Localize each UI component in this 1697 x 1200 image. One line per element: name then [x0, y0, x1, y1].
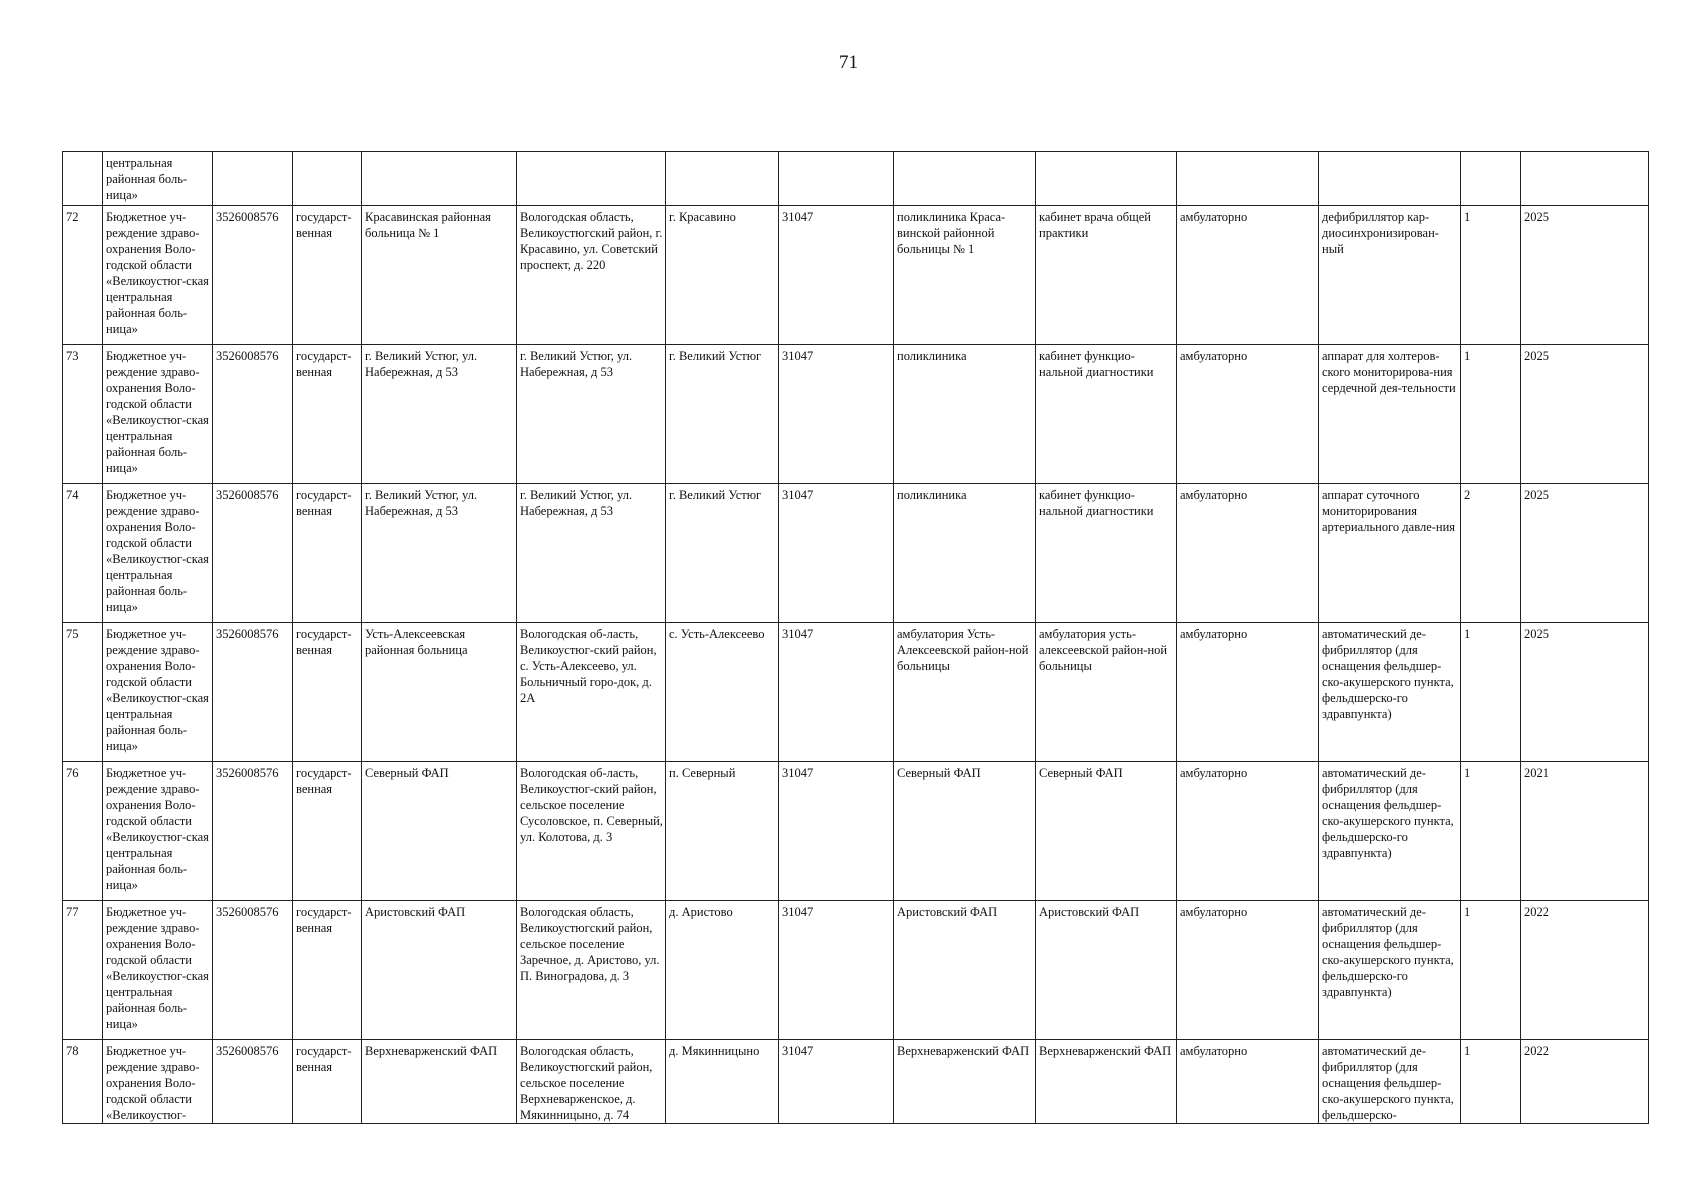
cell-year [1521, 152, 1649, 206]
cell-locality: г. Великий Устюг [666, 345, 779, 484]
cell-mode: амбулаторно [1177, 345, 1319, 484]
cell-subdivision: поликлиника [894, 345, 1036, 484]
cell-mode: амбулаторно [1177, 206, 1319, 345]
cell-address: Вологодская об-ласть, Великоустюг-ский район, сельское поселение Сусоловское, п. Северный, ул. Колотова, д. 3 [517, 762, 666, 901]
cell-form: государст-венная [293, 762, 362, 901]
cell-mode: амбулаторно [1177, 901, 1319, 1040]
table-row [63, 762, 1649, 901]
table-row [63, 1040, 1649, 1124]
cell-inn [213, 152, 293, 206]
cell-subdivision [894, 152, 1036, 206]
cell-address: г. Великий Устюг, ул. Набережная, д 53 [517, 484, 666, 623]
cell-form: государст-венная [293, 206, 362, 345]
cell-organization: Бюджетное уч-реждение здраво-охранения Воло-годской области «Великоустюг-ская центральная районная боль-ница» [103, 484, 213, 623]
cell-inn: 3526008576 [213, 901, 293, 1040]
cell-unit: Усть-Алексеевская районная больница [362, 623, 517, 762]
cell-qty: 1 [1461, 901, 1521, 1040]
cell-form: государст-венная [293, 901, 362, 1040]
cell-subdivision: Верхневарженский ФАП [894, 1040, 1036, 1124]
table-row-continued [63, 152, 1649, 206]
cell-unit: г. Великий Устюг, ул. Набережная, д 53 [362, 484, 517, 623]
cell-mode: амбулаторно [1177, 762, 1319, 901]
cell-year: 2025 [1521, 345, 1649, 484]
table-row [63, 901, 1649, 1040]
cell-code: 31047 [779, 762, 894, 901]
cell-subdivision: поликлиника [894, 484, 1036, 623]
cell-address: Вологодская область, Великоустюгский район, г. Красавино, ул. Советский проспект, д. 220 [517, 206, 666, 345]
cell-form [293, 152, 362, 206]
cell-unit: Красавинская районная больница № 1 [362, 206, 517, 345]
cell-inn: 3526008576 [213, 762, 293, 901]
cell-organization: Бюджетное уч-реждение здраво-охранения Воло-годской области «Великоустюг-ская центральная районная боль-ница» [103, 901, 213, 1040]
cell-code: 31047 [779, 206, 894, 345]
cell-room: кабинет функцио-нальной диагностики [1036, 345, 1177, 484]
cell-code: 31047 [779, 901, 894, 1040]
cell-num: 77 [63, 901, 103, 1040]
cell-equipment: дефибриллятор кар-диосинхронизирован-ный [1319, 206, 1461, 345]
cell-num: 75 [63, 623, 103, 762]
cell-equipment: аппарат для холтеров-ского мониторирова-ния сердечной дея-тельности [1319, 345, 1461, 484]
cell-locality: г. Великий Устюг [666, 484, 779, 623]
cell-unit: Северный ФАП [362, 762, 517, 901]
cell-unit: Аристовский ФАП [362, 901, 517, 1040]
table-row [63, 623, 1649, 762]
cell-qty: 1 [1461, 345, 1521, 484]
cell-locality: д. Мякинницыно [666, 1040, 779, 1124]
cell-room: Аристовский ФАП [1036, 901, 1177, 1040]
cell-inn: 3526008576 [213, 1040, 293, 1124]
cell-organization: центральная районная боль-ница» [103, 152, 213, 206]
cell-equipment: автоматический де-фибриллятор (для оснащения фельдшер-ско-акушерского пункта, фельдшерско-го здравпункта) [1319, 762, 1461, 901]
cell-organization: Бюджетное уч-реждение здраво-охранения Воло-годской области «Великоустюг- [103, 1040, 213, 1124]
cell-room: амбулатория усть-алексеевской район-ной больницы [1036, 623, 1177, 762]
cell-room: кабинет врача общей практики [1036, 206, 1177, 345]
cell-inn: 3526008576 [213, 345, 293, 484]
cell-locality [666, 152, 779, 206]
cell-year: 2021 [1521, 762, 1649, 901]
cell-mode [1177, 152, 1319, 206]
cell-form: государст-венная [293, 345, 362, 484]
cell-equipment: автоматический де-фибриллятор (для оснащения фельдшер-ско-акушерского пункта, фельдшерско-го здравпункта) [1319, 901, 1461, 1040]
cell-locality: с. Усть-Алексеево [666, 623, 779, 762]
cell-room: Верхневарженский ФАП [1036, 1040, 1177, 1124]
cell-qty: 1 [1461, 623, 1521, 762]
cell-mode: амбулаторно [1177, 1040, 1319, 1124]
cell-equipment: аппарат суточного мониторирования артериального давле-ния [1319, 484, 1461, 623]
cell-organization: Бюджетное уч-реждение здраво-охранения Воло-годской области «Великоустюг-ская центральная районная боль-ница» [103, 762, 213, 901]
cell-address: Вологодская область, Великоустюгский район, сельское поселение Верхневарженское, д. Мякинницыно, д. 74 [517, 1040, 666, 1124]
cell-room: кабинет функцио-нальной диагностики [1036, 484, 1177, 623]
cell-qty: 1 [1461, 762, 1521, 901]
equipment-registry-table [62, 151, 1649, 1124]
cell-address: Вологодская об-ласть, Великоустюг-ский район, с. Усть-Алексеево, ул. Больничный горо-док, д. 2А [517, 623, 666, 762]
cell-equipment: автоматический де-фибриллятор (для оснащения фельдшер-ско-акушерского пункта, фельдшерско-го здравпункта) [1319, 623, 1461, 762]
cell-num: 73 [63, 345, 103, 484]
cell-qty [1461, 152, 1521, 206]
cell-organization: Бюджетное уч-реждение здраво-охранения Воло-годской области «Великоустюг-ская центральная районная боль-ница» [103, 623, 213, 762]
cell-address: Вологодская область, Великоустюгский район, сельское поселение Заречное, д. Аристово, ул. П. Виноградова, д. 3 [517, 901, 666, 1040]
cell-code: 31047 [779, 623, 894, 762]
cell-room [1036, 152, 1177, 206]
cell-num [63, 152, 103, 206]
cell-unit [362, 152, 517, 206]
cell-code [779, 152, 894, 206]
cell-code: 31047 [779, 484, 894, 623]
cell-year: 2025 [1521, 484, 1649, 623]
cell-equipment [1319, 152, 1461, 206]
cell-year: 2022 [1521, 901, 1649, 1040]
cell-equipment: автоматический де-фибриллятор (для оснащения фельдшер-ско-акушерского пункта, фельдшерско- [1319, 1040, 1461, 1124]
cell-unit: Верхневарженский ФАП [362, 1040, 517, 1124]
cell-subdivision: Северный ФАП [894, 762, 1036, 901]
cell-qty: 1 [1461, 206, 1521, 345]
cell-locality: г. Красавино [666, 206, 779, 345]
cell-unit: г. Великий Устюг, ул. Набережная, д 53 [362, 345, 517, 484]
cell-mode: амбулаторно [1177, 623, 1319, 762]
cell-subdivision: амбулатория Усть-Алексеевской район-ной больницы [894, 623, 1036, 762]
cell-organization: Бюджетное уч-реждение здраво-охранения Воло-годской области «Великоустюг-ская центральная районная боль-ница» [103, 206, 213, 345]
page-number: 71 [839, 52, 858, 73]
cell-form: государст-венная [293, 623, 362, 762]
table-row [63, 484, 1649, 623]
cell-code: 31047 [779, 1040, 894, 1124]
cell-room: Северный ФАП [1036, 762, 1177, 901]
cell-num: 72 [63, 206, 103, 345]
cell-subdivision: поликлиника Краса-винской районной больницы № 1 [894, 206, 1036, 345]
cell-inn: 3526008576 [213, 484, 293, 623]
cell-year: 2022 [1521, 1040, 1649, 1124]
cell-subdivision: Аристовский ФАП [894, 901, 1036, 1040]
cell-organization: Бюджетное уч-реждение здраво-охранения Воло-годской области «Великоустюг-ская центральная районная боль-ница» [103, 345, 213, 484]
cell-address [517, 152, 666, 206]
cell-qty: 2 [1461, 484, 1521, 623]
cell-mode: амбулаторно [1177, 484, 1319, 623]
cell-address: г. Великий Устюг, ул. Набережная, д 53 [517, 345, 666, 484]
table-row [63, 345, 1649, 484]
cell-inn: 3526008576 [213, 206, 293, 345]
cell-locality: п. Северный [666, 762, 779, 901]
table-row [63, 206, 1649, 345]
cell-num: 78 [63, 1040, 103, 1124]
cell-qty: 1 [1461, 1040, 1521, 1124]
cell-num: 74 [63, 484, 103, 623]
cell-form: государст-венная [293, 1040, 362, 1124]
cell-year: 2025 [1521, 206, 1649, 345]
cell-year: 2025 [1521, 623, 1649, 762]
cell-code: 31047 [779, 345, 894, 484]
cell-inn: 3526008576 [213, 623, 293, 762]
cell-locality: д. Аристово [666, 901, 779, 1040]
cell-form: государст-венная [293, 484, 362, 623]
cell-num: 76 [63, 762, 103, 901]
